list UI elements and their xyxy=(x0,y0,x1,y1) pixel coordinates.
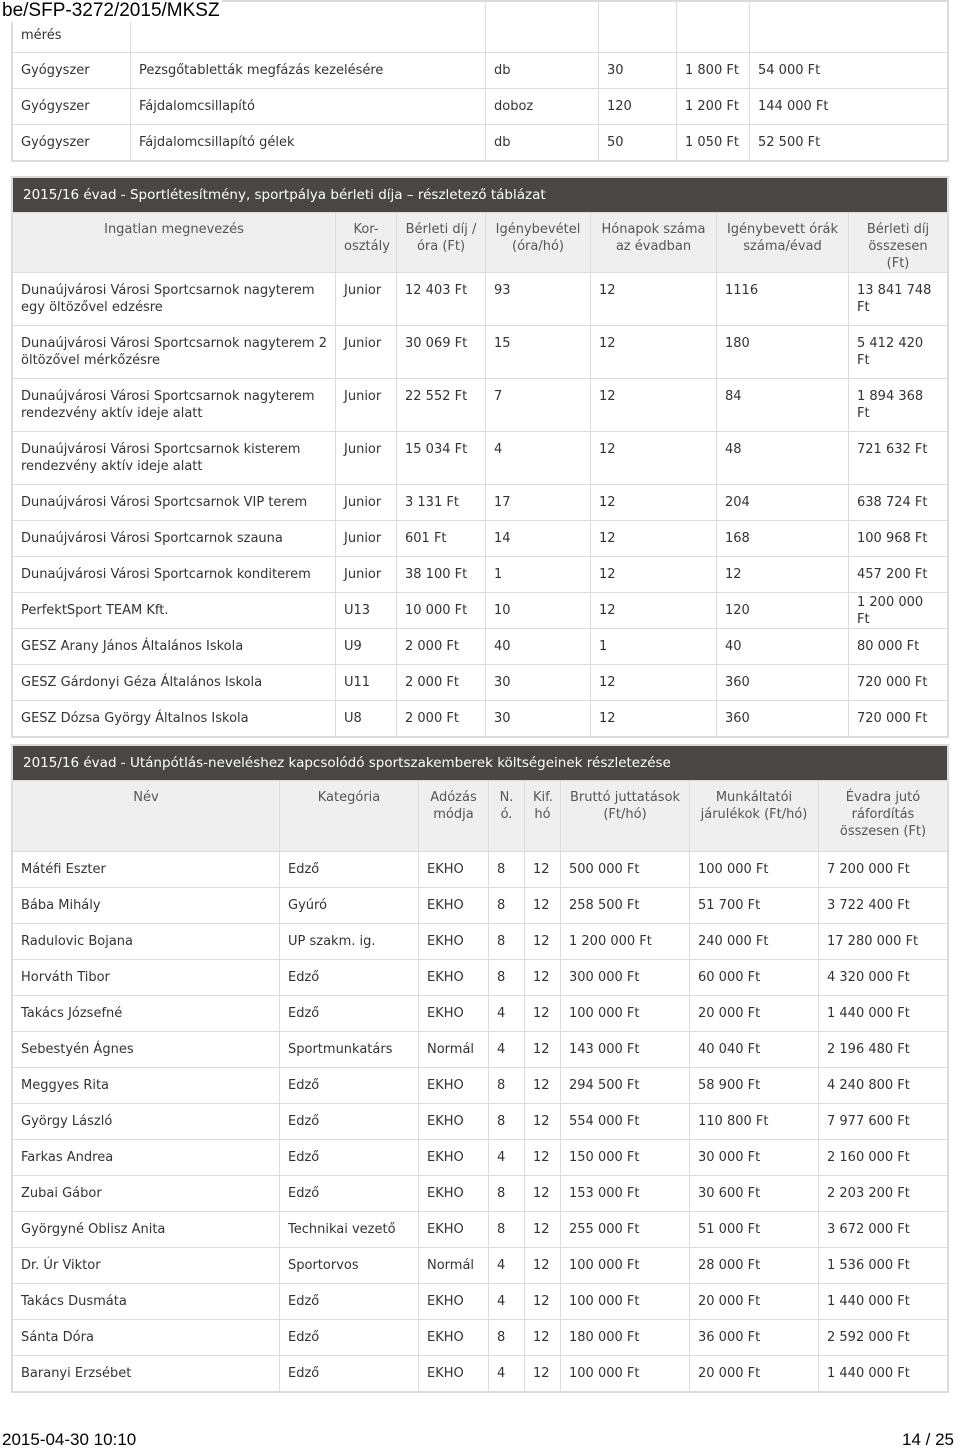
table-cell: U9 xyxy=(336,629,397,665)
table-cell: 12 xyxy=(525,960,561,996)
table-row xyxy=(13,432,948,485)
table-cell: 360 xyxy=(717,665,849,701)
table-cell: 110 800 Ft xyxy=(690,1104,819,1140)
table-cell: Radulovic Bojana xyxy=(13,924,280,960)
table-cell: Edző xyxy=(280,1320,419,1356)
table-cell: 143 000 Ft xyxy=(561,1032,690,1068)
table-cell: 3 722 400 Ft xyxy=(819,888,948,924)
table-cell: UP szakm. ig. xyxy=(280,924,419,960)
table-cell: 2 000 Ft xyxy=(397,629,486,665)
table-row xyxy=(13,521,948,557)
table-cell: 1 200 000 Ft xyxy=(561,924,690,960)
table-cell: 12 xyxy=(525,1356,561,1392)
table-cell: 12 403 Ft xyxy=(397,273,486,326)
table-cell: EKHO xyxy=(419,1140,489,1176)
table-cell: 554 000 Ft xyxy=(561,1104,690,1140)
column-header: Kif. hó xyxy=(525,781,561,852)
table-cell: 240 000 Ft xyxy=(690,924,819,960)
table-cell: 36 000 Ft xyxy=(690,1320,819,1356)
table-cell: Györgyné Oblisz Anita xyxy=(13,1212,280,1248)
table-cell: 2 000 Ft xyxy=(397,665,486,701)
table-cell: 1 200 Ft xyxy=(677,89,750,125)
table-cell: Dunaújvárosi Városi Sportcsarnok kisterem rendezvény aktív ideje alatt xyxy=(13,432,336,485)
table-cell: 17 280 000 Ft xyxy=(819,924,948,960)
table-cell: EKHO xyxy=(419,1104,489,1140)
table-cell: 12 xyxy=(525,924,561,960)
table-row xyxy=(13,629,948,665)
column-header: Adózás módja xyxy=(419,781,489,852)
table-cell: 7 977 600 Ft xyxy=(819,1104,948,1140)
table-cell: 12 xyxy=(591,485,717,521)
table-cell: Edző xyxy=(280,960,419,996)
table-cell: Junior xyxy=(336,379,397,432)
table-cell: Dunaújvárosi Városi Sportcsarnok nagyterem egy öltözővel edzésre xyxy=(13,273,336,326)
table-cell: 120 xyxy=(599,89,677,125)
table-cell: Sánta Dóra xyxy=(13,1320,280,1356)
table-cell: 14 xyxy=(486,521,591,557)
column-header: Bruttó juttatások (Ft/hó) xyxy=(561,781,690,852)
facility-table-title: 2015/16 évad - Sportlétesítmény, sportpálya bérleti díja – részletező táblázat xyxy=(13,178,948,213)
table-cell: 100 000 Ft xyxy=(561,996,690,1032)
table-cell: 2 203 200 Ft xyxy=(819,1176,948,1212)
table-row xyxy=(13,1104,948,1140)
table-cell: 5 412 420 Ft xyxy=(849,326,948,379)
table-cell: 12 xyxy=(525,996,561,1032)
table-cell: 12 xyxy=(591,326,717,379)
table-cell xyxy=(486,2,599,53)
table-row xyxy=(13,1140,948,1176)
table-cell: Fájdalomcsillapító gélek xyxy=(131,125,486,161)
table-cell: 15 xyxy=(486,326,591,379)
table-cell: 30 600 Ft xyxy=(690,1176,819,1212)
table-row xyxy=(13,379,948,432)
table-cell: 1 440 000 Ft xyxy=(819,1284,948,1320)
table-cell: 12 xyxy=(591,593,717,629)
table-cell: 8 xyxy=(489,888,525,924)
table-cell: Gyógyszer xyxy=(13,125,131,161)
table-cell: 4 xyxy=(489,1356,525,1392)
table-cell: Edző xyxy=(280,996,419,1032)
table-cell: 50 xyxy=(599,125,677,161)
table-row xyxy=(13,1284,948,1320)
table-cell: Junior xyxy=(336,273,397,326)
table-cell: 720 000 Ft xyxy=(849,701,948,737)
table-cell: 80 000 Ft xyxy=(849,629,948,665)
table-cell: 52 500 Ft xyxy=(750,125,948,161)
table-cell: 12 xyxy=(525,1140,561,1176)
table-row xyxy=(13,1176,948,1212)
table-cell: 638 724 Ft xyxy=(849,485,948,521)
table-cell: 13 841 748 Ft xyxy=(849,273,948,326)
table-row xyxy=(13,273,948,326)
table-cell: Gyógyszer xyxy=(13,89,131,125)
table-cell: 720 000 Ft xyxy=(849,665,948,701)
table-cell: 12 xyxy=(591,379,717,432)
table-cell: 12 xyxy=(591,665,717,701)
table-cell: Fájdalomcsillapító xyxy=(131,89,486,125)
table-cell: EKHO xyxy=(419,1176,489,1212)
table-cell: Edző xyxy=(280,1284,419,1320)
table-cell: 12 xyxy=(591,701,717,737)
table-cell: 100 000 Ft xyxy=(690,852,819,888)
table-cell: Sportorvos xyxy=(280,1248,419,1284)
table-cell: 4 xyxy=(489,1248,525,1284)
table-cell: 51 700 Ft xyxy=(690,888,819,924)
table-cell: 20 000 Ft xyxy=(690,1284,819,1320)
table-cell: 15 034 Ft xyxy=(397,432,486,485)
table-cell: 38 100 Ft xyxy=(397,557,486,593)
table-cell: 1 894 368 Ft xyxy=(849,379,948,432)
table-cell: 1 xyxy=(591,629,717,665)
table-cell: 153 000 Ft xyxy=(561,1176,690,1212)
table-cell: 3 131 Ft xyxy=(397,485,486,521)
table-cell: 12 xyxy=(525,1068,561,1104)
table-cell: 30 xyxy=(599,53,677,89)
table-cell: U11 xyxy=(336,665,397,701)
table-cell: 84 xyxy=(717,379,849,432)
table-cell: 17 xyxy=(486,485,591,521)
table-cell xyxy=(599,2,677,53)
column-header: Évadra jutó ráfordítás összesen (Ft) xyxy=(819,781,948,852)
table-cell: Baranyi Erzsébet xyxy=(13,1356,280,1392)
table-cell: 150 000 Ft xyxy=(561,1140,690,1176)
table-cell: 204 xyxy=(717,485,849,521)
staff-cost-table xyxy=(11,744,949,1393)
table-row xyxy=(13,996,948,1032)
table-cell: 10 000 Ft xyxy=(397,593,486,629)
table-row xyxy=(13,1212,948,1248)
column-header: Igénybevett órák száma/évad xyxy=(717,213,849,273)
table-cell: 30 xyxy=(486,665,591,701)
table-cell: EKHO xyxy=(419,960,489,996)
table-cell: Gyúró xyxy=(280,888,419,924)
facility-rental-table xyxy=(11,176,949,738)
table-cell: 180 xyxy=(717,326,849,379)
table-cell: Edző xyxy=(280,852,419,888)
table-cell: 4 320 000 Ft xyxy=(819,960,948,996)
table-cell: Edző xyxy=(280,1140,419,1176)
table-cell: 48 xyxy=(717,432,849,485)
document-id: be/SFP-3272/2015/MKSZ xyxy=(2,0,220,21)
table-cell: 60 000 Ft xyxy=(690,960,819,996)
table-cell: PerfektSport TEAM Kft. xyxy=(13,593,336,629)
table-cell: 8 xyxy=(489,1068,525,1104)
table-cell: 12 xyxy=(525,1176,561,1212)
table-cell: 2 196 480 Ft xyxy=(819,1032,948,1068)
table-cell: György László xyxy=(13,1104,280,1140)
footer-page-number: 14 / 25 xyxy=(902,1430,954,1449)
table-cell xyxy=(677,2,750,53)
table-row xyxy=(13,888,948,924)
table-cell: 10 xyxy=(486,593,591,629)
table-cell: db xyxy=(486,53,599,89)
column-header: Bérleti díj összesen (Ft) xyxy=(849,213,948,273)
table-cell: 1 440 000 Ft xyxy=(819,996,948,1032)
table-cell: Normál xyxy=(419,1032,489,1068)
table-cell: 12 xyxy=(525,1212,561,1248)
table-row xyxy=(13,701,948,737)
table-cell: 54 000 Ft xyxy=(750,53,948,89)
table-cell xyxy=(750,2,948,53)
table-cell: 500 000 Ft xyxy=(561,852,690,888)
table-cell: GESZ Arany János Általános Iskola xyxy=(13,629,336,665)
table-cell: 51 000 Ft xyxy=(690,1212,819,1248)
table-cell: Junior xyxy=(336,326,397,379)
table-cell: 30 xyxy=(486,701,591,737)
table-cell: 294 500 Ft xyxy=(561,1068,690,1104)
table-cell: Bába Mihály xyxy=(13,888,280,924)
table-row xyxy=(13,485,948,521)
table-cell: Normál xyxy=(419,1248,489,1284)
table-cell: 100 000 Ft xyxy=(561,1248,690,1284)
table-cell: 8 xyxy=(489,1320,525,1356)
table-row xyxy=(13,89,948,125)
table-cell: 40 xyxy=(717,629,849,665)
table-cell: 100 968 Ft xyxy=(849,521,948,557)
table-cell: 4 xyxy=(489,1284,525,1320)
table-cell: 8 xyxy=(489,1212,525,1248)
table-cell: 4 xyxy=(486,432,591,485)
table-cell: 20 000 Ft xyxy=(690,1356,819,1392)
table-cell: Mátéfi Eszter xyxy=(13,852,280,888)
table-cell: Takács Józsefné xyxy=(13,996,280,1032)
table-cell: 180 000 Ft xyxy=(561,1320,690,1356)
table-cell: 12 xyxy=(525,852,561,888)
table-cell: 3 672 000 Ft xyxy=(819,1212,948,1248)
table-cell: 28 000 Ft xyxy=(690,1248,819,1284)
table-cell: U8 xyxy=(336,701,397,737)
table-cell: EKHO xyxy=(419,852,489,888)
table-cell: 20 000 Ft xyxy=(690,996,819,1032)
table-cell: EKHO xyxy=(419,1212,489,1248)
table-row xyxy=(13,665,948,701)
column-header: Kor-osztály xyxy=(336,213,397,273)
table-cell: 4 240 800 Ft xyxy=(819,1068,948,1104)
table-row xyxy=(13,125,948,161)
table-cell: EKHO xyxy=(419,888,489,924)
table-cell: 120 xyxy=(717,593,849,629)
table-row xyxy=(13,557,948,593)
table-cell: Technikai vezető xyxy=(280,1212,419,1248)
table-cell: Junior xyxy=(336,485,397,521)
table-cell: Horváth Tibor xyxy=(13,960,280,996)
table-cell: 30 000 Ft xyxy=(690,1140,819,1176)
table-cell: 601 Ft xyxy=(397,521,486,557)
table-cell: Sebestyén Ágnes xyxy=(13,1032,280,1068)
table-cell: Dunaújvárosi Városi Sportcarnok szauna xyxy=(13,521,336,557)
table-cell: 4 xyxy=(489,1032,525,1068)
table-cell: 12 xyxy=(525,888,561,924)
table-cell: Pezsgőtabletták megfázás kezelésére xyxy=(131,53,486,89)
table-cell: 4 xyxy=(489,996,525,1032)
table-cell: 2 000 Ft xyxy=(397,701,486,737)
table-cell: mérés xyxy=(13,2,131,53)
table-row xyxy=(13,1032,948,1068)
table-cell: 12 xyxy=(525,1284,561,1320)
table-cell: 12 xyxy=(525,1104,561,1140)
table-cell: EKHO xyxy=(419,996,489,1032)
table-cell: 12 xyxy=(591,521,717,557)
staff-table-title: 2015/16 évad - Utánpótlás-neveléshez kapcsolódó sportszakemberek költségeinek részletezése xyxy=(13,746,948,781)
table-row xyxy=(13,1356,948,1392)
table-cell: Edző xyxy=(280,1356,419,1392)
table-cell: GESZ Dózsa György Általnos Iskola xyxy=(13,701,336,737)
table-cell: Farkas Andrea xyxy=(13,1140,280,1176)
table-cell: EKHO xyxy=(419,1356,489,1392)
table-cell: 168 xyxy=(717,521,849,557)
table-cell: 100 000 Ft xyxy=(561,1284,690,1320)
table-cell: 12 xyxy=(591,432,717,485)
table-cell: EKHO xyxy=(419,1284,489,1320)
table-cell: 1 536 000 Ft xyxy=(819,1248,948,1284)
column-header: Név xyxy=(13,781,280,852)
table-cell: 7 xyxy=(486,379,591,432)
table-cell: 8 xyxy=(489,960,525,996)
table-cell: 1 xyxy=(486,557,591,593)
column-header: Ingatlan megnevezés xyxy=(13,213,336,273)
table-cell: Dunaújvárosi Városi Sportcarnok konditerem xyxy=(13,557,336,593)
table-cell: EKHO xyxy=(419,1068,489,1104)
table-cell: 721 632 Ft xyxy=(849,432,948,485)
table-cell: 8 xyxy=(489,1104,525,1140)
table-cell: Junior xyxy=(336,521,397,557)
table-cell: 8 xyxy=(489,924,525,960)
table-cell: 360 xyxy=(717,701,849,737)
column-header: N. ó. xyxy=(489,781,525,852)
footer-datetime: 2015-04-30 10:10 xyxy=(2,1430,137,1449)
table-cell: 1 200 000 Ft xyxy=(849,593,948,629)
column-header: Hónapok száma az évadban xyxy=(591,213,717,273)
column-header: Bérleti díj / óra (Ft) xyxy=(397,213,486,273)
table-cell: 8 xyxy=(489,1176,525,1212)
table-cell: 258 500 Ft xyxy=(561,888,690,924)
table-cell: Dunaújvárosi Városi Sportcsarnok nagyterem 2 öltözővel mérkőzésre xyxy=(13,326,336,379)
table-cell: Meggyes Rita xyxy=(13,1068,280,1104)
table-cell: Sportmunkatárs xyxy=(280,1032,419,1068)
table-row xyxy=(13,593,948,629)
table-row xyxy=(13,852,948,888)
table-cell: EKHO xyxy=(419,1320,489,1356)
table-cell: 12 xyxy=(525,1032,561,1068)
table-cell: doboz xyxy=(486,89,599,125)
column-header: Kategória xyxy=(280,781,419,852)
table-cell: 22 552 Ft xyxy=(397,379,486,432)
table-cell: Gyógyszer xyxy=(13,53,131,89)
table-cell: Junior xyxy=(336,432,397,485)
table-cell: Edző xyxy=(280,1068,419,1104)
table-cell: 2 160 000 Ft xyxy=(819,1140,948,1176)
supplies-table xyxy=(11,0,949,162)
table-cell: 1 440 000 Ft xyxy=(819,1356,948,1392)
table-row xyxy=(13,960,948,996)
table-cell: 12 xyxy=(525,1320,561,1356)
table-cell: Edző xyxy=(280,1176,419,1212)
table-row xyxy=(13,326,948,379)
table-cell: 2 592 000 Ft xyxy=(819,1320,948,1356)
table-cell: 8 xyxy=(489,852,525,888)
table-cell: Takács Dusmáta xyxy=(13,1284,280,1320)
table-row xyxy=(13,924,948,960)
table-cell: U13 xyxy=(336,593,397,629)
table-cell: 58 900 Ft xyxy=(690,1068,819,1104)
table-cell: EKHO xyxy=(419,924,489,960)
table-cell: 255 000 Ft xyxy=(561,1212,690,1248)
table-row xyxy=(13,1068,948,1104)
table-cell: 12 xyxy=(591,273,717,326)
table-cell: 300 000 Ft xyxy=(561,960,690,996)
table-cell: 12 xyxy=(717,557,849,593)
table-cell: 40 xyxy=(486,629,591,665)
table-cell: Dunaújvárosi Városi Sportcsarnok VIP terem xyxy=(13,485,336,521)
table-cell: 7 200 000 Ft xyxy=(819,852,948,888)
table-cell: Zubai Gábor xyxy=(13,1176,280,1212)
table-cell: Edző xyxy=(280,1104,419,1140)
table-cell: 1 800 Ft xyxy=(677,53,750,89)
column-header: Igénybevétel (óra/hó) xyxy=(486,213,591,273)
column-header: Munkáltatói járulékok (Ft/hó) xyxy=(690,781,819,852)
table-cell: 93 xyxy=(486,273,591,326)
table-cell: 1 050 Ft xyxy=(677,125,750,161)
table-cell: 12 xyxy=(525,1248,561,1284)
table-cell: Junior xyxy=(336,557,397,593)
table-row xyxy=(13,53,948,89)
table-cell: 100 000 Ft xyxy=(561,1356,690,1392)
table-row xyxy=(13,1320,948,1356)
table-cell: 30 069 Ft xyxy=(397,326,486,379)
table-cell: 12 xyxy=(591,557,717,593)
table-cell: db xyxy=(486,125,599,161)
table-cell: Dr. Úr Viktor xyxy=(13,1248,280,1284)
table-cell: Dunaújvárosi Városi Sportcsarnok nagyterem rendezvény aktív ideje alatt xyxy=(13,379,336,432)
table-cell: 1116 xyxy=(717,273,849,326)
table-row xyxy=(13,1248,948,1284)
table-cell: GESZ Gárdonyi Géza Általános Iskola xyxy=(13,665,336,701)
table-cell: 457 200 Ft xyxy=(849,557,948,593)
table-cell: 4 xyxy=(489,1140,525,1176)
table-cell: 40 040 Ft xyxy=(690,1032,819,1068)
table-cell: 144 000 Ft xyxy=(750,89,948,125)
